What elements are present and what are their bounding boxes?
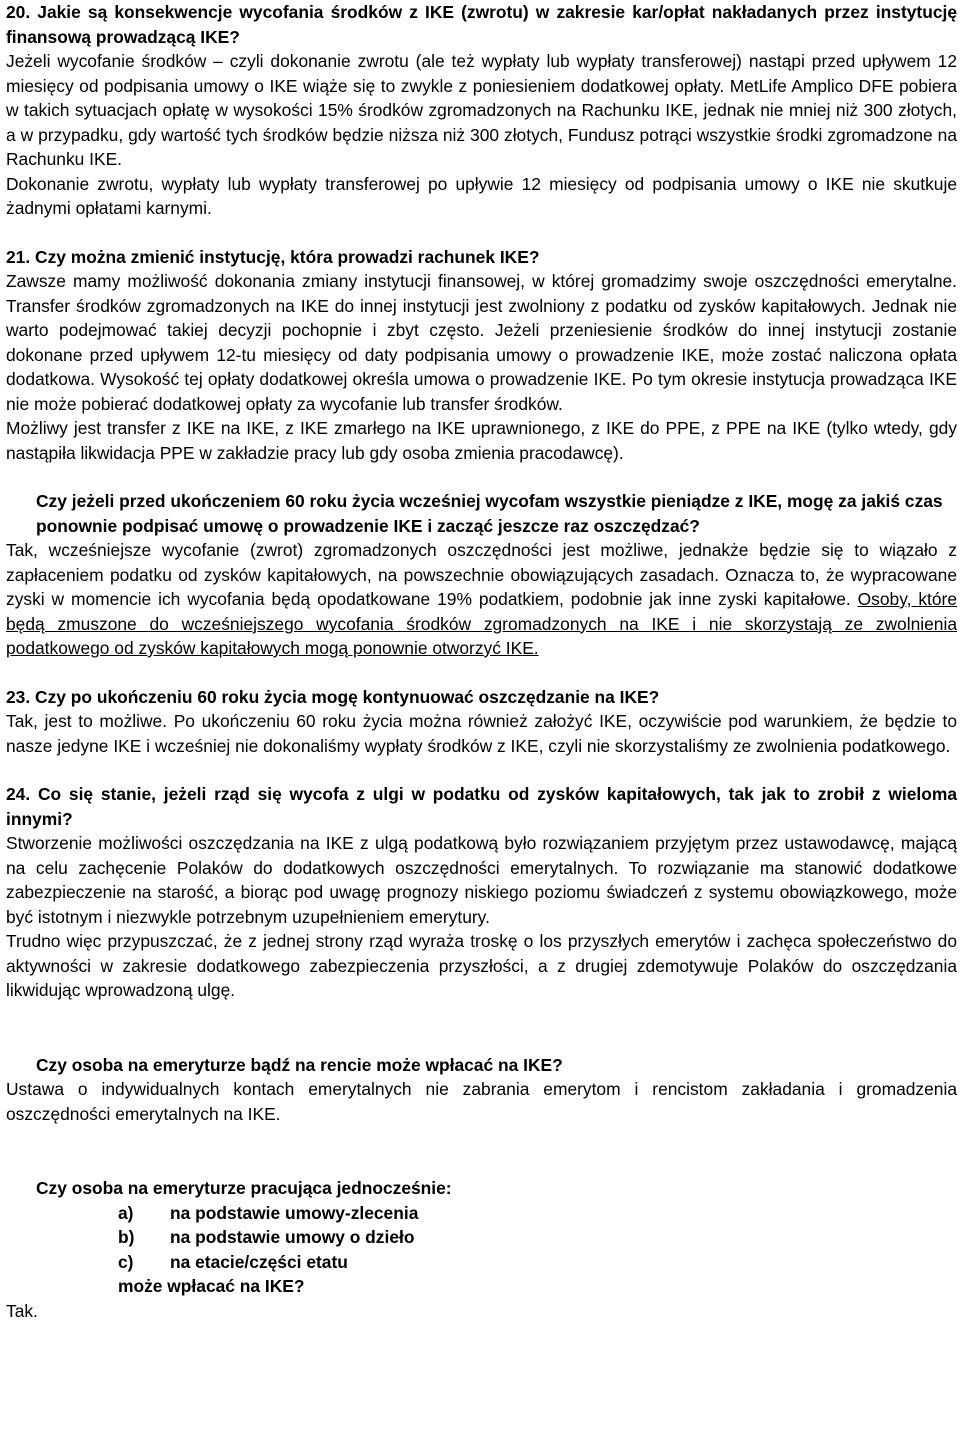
section-q26: [6, 1176, 957, 1323]
answer-22-paragraph: [6, 538, 957, 661]
question-23-heading: 23. Czy po ukończeniu 60 roku życia mogę kontynuować oszczędzanie na IKE?: [6, 686, 660, 707]
question-26-options-list: [6, 1201, 957, 1275]
section-q25: [6, 1053, 957, 1127]
list-item-label: c): [118, 1251, 134, 1272]
question-26-ending: może wpłacać na IKE?: [118, 1276, 305, 1296]
question-22-number: [6, 489, 36, 514]
list-item-text: na podstawie umowy o dzieło: [170, 1227, 415, 1247]
list-item-label: b): [118, 1227, 135, 1247]
answer-20-paragraph-1: Jeżeli wycofanie środków – czyli dokonanie zwrotu (ale też wypłaty lub wypłaty transferowej) nastąpi przed upływem 12 miesięcy od podpisania umowy o IKE wiąże się to zwykle z poniesieniem dodatkowej opłaty. MetLife Amplico DFE pobiera w takich sytuacjach opłatę w wysokości 15% środków zgromadzonych na Rachunku IKE, jednak nie mniej niż 300 złotych, a w przypadku, gdy wartość tych środków będzie niższa niż 300 złotych, Fundusz potrąci wszystkie środki zgromadzone na Rachunku IKE.: [6, 51, 957, 169]
question-26-heading: [6, 1176, 957, 1201]
section-q22: [6, 489, 957, 661]
section-q23: [6, 685, 957, 759]
section-q20: [6, 0, 957, 221]
list-item: [6, 1225, 957, 1250]
list-item-text: na podstawie umowy-zlecenia: [170, 1202, 419, 1223]
answer-23-paragraph: Tak, jest to możliwe. Po ukończeniu 60 roku życia można również założyć IKE, oczywiście pod warunkiem, że będzie to nasze jedyne IKE i wcześniej nie dokonaliśmy wypłaty środków z IKE, czyli nie skorzystaliśmy ze zwolnienia podatkowego.: [6, 711, 957, 756]
answer-26: Tak.: [6, 1300, 38, 1321]
answer-22-underlined-text: Osoby, które będą zmuszone do wcześniejszego wycofania środków zgromadzonych na IKE i nie skorzystają ze zwolnienia podatkowego od zysków kapitałowych mogą ponownie otworzyć IKE.: [6, 589, 958, 658]
list-item-text: na etacie/części etatu: [170, 1251, 348, 1272]
answer-21-paragraph-2: Możliwy jest transfer z IKE na IKE, z IKE zmarłego na IKE uprawnionego, z IKE do PPE, z PPE na IKE (tylko wtedy, gdy nastąpiła likwidacja PPE w zakładzie pracy lub gdy osoba zmienia pracodawcę).: [6, 418, 957, 463]
question-26-number: [6, 1176, 36, 1201]
question-25-heading: [6, 1053, 957, 1078]
question-22-heading: [6, 489, 957, 538]
list-item: [6, 1250, 957, 1275]
answer-25-paragraph: Ustawa o indywidualnych kontach emerytalnych nie zabrania emerytom i rencistom zakładania i gromadzenia oszczędności emerytalnych na IKE.: [6, 1079, 957, 1124]
question-26-title: Czy osoba na emeryturze pracująca jednocześnie:: [36, 1178, 452, 1198]
answer-21-paragraph-1: Zawsze mamy możliwość dokonania zmiany instytucji finansowej, w której gromadzimy swoje oszczędności emerytalne. Transfer środków zgromadzonych na IKE do innej instytucji jest zwolniony z podatku od zysków kapitałowych. Jednak nie warto podejmować takiej decyzji pochopnie i zbyt często. Jeżeli przeniesienie środków do innej instytucji zostanie dokonane przed upływem 12-tu miesięcy od daty podpisania umowy o prowadzenie IKE, może zostać naliczona opłata dodatkowa. Wysokość tej opłaty dodatkowej określa umowa o prowadzenie IKE. Po tym okresie instytucja prowadząca IKE nie może pobierać dodatkowej opłaty za wycofanie lub transfer środków.: [6, 271, 957, 414]
section-q24: [6, 782, 957, 1003]
question-25-title: Czy osoba na emeryturze bądź na rencie może wpłacać na IKE?: [36, 1054, 563, 1075]
list-item: [6, 1201, 957, 1226]
question-21-heading: 21. Czy można zmienić instytucję, która prowadzi rachunek IKE?: [6, 246, 540, 267]
answer-24-paragraph-1: Stworzenie możliwości oszczędzania na IKE z ulgą podatkową było rozwiązaniem przyjętym przez ustawodawcę, mającą na celu zachęcenie Polaków do dodatkowych oszczędności emerytalnych. To rozwiązanie ma stanowić dodatkowe zabezpieczenie na starość, a biorąc pod uwagę prognozy niskiego poziomu świadczeń z systemu obowiązkowego, może być istotnym i niezwykle potrzebnym uzupełnieniem emerytury.: [6, 833, 957, 927]
answer-20-paragraph-2: Dokonanie zwrotu, wypłaty lub wypłaty transferowej po upływie 12 miesięcy od podpisania umowy o IKE nie skutkuje żadnymi opłatami karnymi.: [6, 173, 957, 218]
answer-22-text: Tak, wcześniejsze wycofanie (zwrot) zgromadzonych oszczędności jest możliwe, jednakże będzie się to wiązało z zapłaceniem podatku od zysków kapitałowych, na powszechnie obowiązujących zasadach. Oznacza to, że wypracowane zyski w momencie ich wycofania będą opodatkowane 19% podatkiem, podobnie jak inne zyski kapitałowe.: [6, 540, 957, 609]
question-25-number: [6, 1053, 36, 1078]
question-20-heading: 20. Jakie są konsekwencje wycofania środków z IKE (zwrotu) w zakresie kar/opłat nakładanych przez instytucję finansową prowadzącą IKE?: [6, 2, 957, 47]
list-item-label: a): [118, 1202, 134, 1223]
question-22-title: Czy jeżeli przed ukończeniem 60 roku życia wcześniej wycofam wszystkie pieniądze z IKE, mogę za jakiś czas ponownie podpisać umowę o prowadzenie IKE i zacząć jeszcze raz oszczędzać?: [36, 491, 943, 536]
section-q21: [6, 245, 957, 466]
answer-24-paragraph-2: Trudno więc przypuszczać, że z jednej strony rząd wyraża troskę o los przyszłych emerytów i zachęca społeczeństwo do aktywności w zakresie dodatkowego zabezpieczenia przyszłości, a z drugiej zdemotywuje Polaków do oszczędzania likwidując wprowadzoną ulgę.: [6, 931, 957, 1000]
question-24-heading: 24. Co się stanie, jeżeli rząd się wycofa z ulgi w podatku od zysków kapitałowych, tak jak to zrobił z wieloma innymi?: [6, 784, 957, 829]
